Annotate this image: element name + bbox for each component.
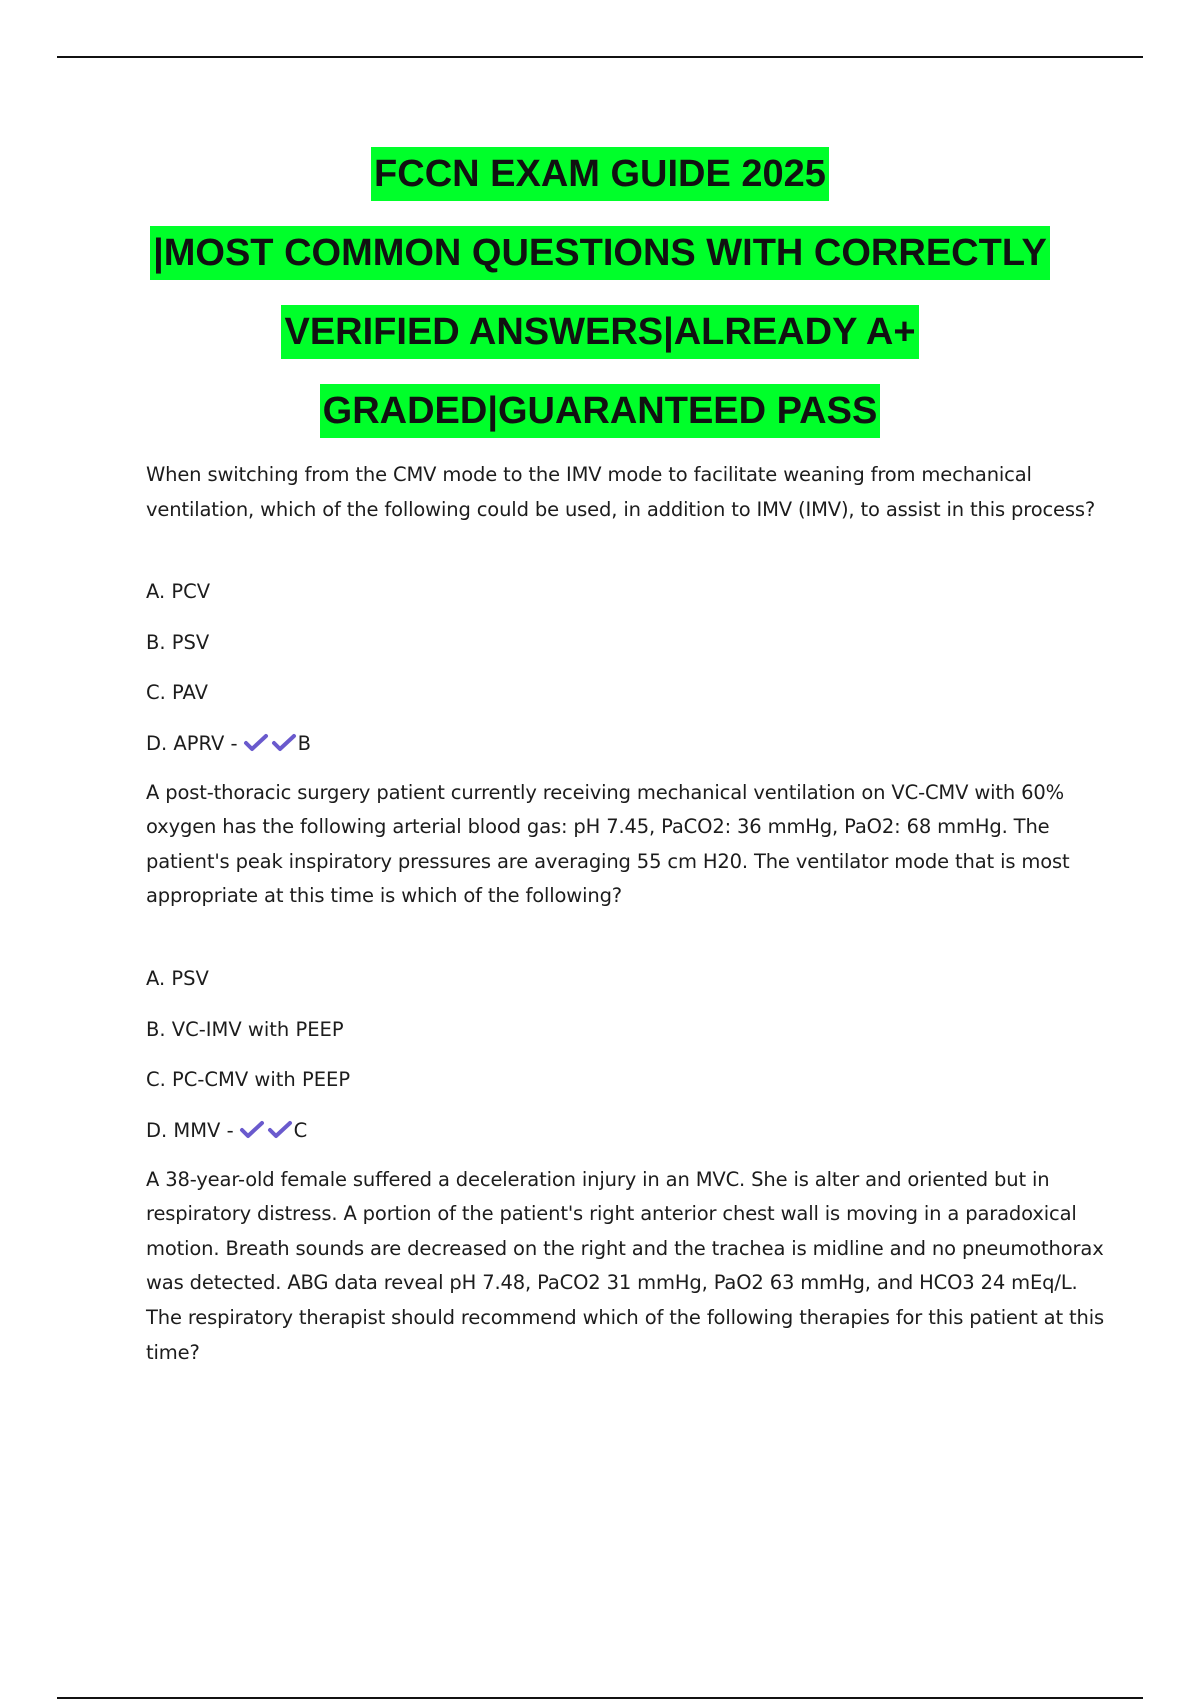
check-mark-icon — [238, 1120, 266, 1140]
bottom-rule — [57, 1697, 1143, 1699]
document-title — [0, 147, 1200, 463]
question-2-text: A post-thoracic surgery patient currently receiving mechanical ventilation on VC-CMV with 60% oxygen has the following arterial blood gas: pH 7.45, PaCO2: 36 mmHg, PaO2: 68 mmHg. The patient's peak inspiratory pressures are averaging 55 cm H20. The ventilator mode that is most appropriate at this time is which of the following? — [146, 780, 1070, 908]
questions-content — [146, 458, 1106, 1370]
title-line-2: |MOST COMMON QUESTIONS WITH CORRECTLY — [0, 226, 1200, 305]
check-mark-icon — [242, 733, 270, 753]
check-mark-icon — [266, 1120, 294, 1140]
question-2-answer: C — [293, 1118, 308, 1142]
question-2-option-d: D. MMV - C — [146, 1118, 308, 1142]
question-2-answer-checks — [238, 1119, 294, 1142]
question-2-option-c: C. PC-CMV with PEEP — [146, 1068, 351, 1092]
check-mark-icon — [270, 733, 298, 753]
question-1-text: When switching from the CMV mode to the IMV mode to facilitate weaning from mechanical ventilation, which of the following could be used, in addition to IMV (IMV), to assist in this process? — [146, 463, 1096, 521]
question-2-option-a: A. PSV — [146, 967, 209, 991]
title-line-1: FCCN EXAM GUIDE 2025 — [0, 147, 1200, 226]
title-line-3: VERIFIED ANSWERS|ALREADY A+ — [0, 305, 1200, 384]
question-1-option-b: B. PSV — [146, 630, 210, 654]
question-1-option-c: C. PAV — [146, 681, 208, 705]
question-3-text: A 38-year-old female suffered a deceleration injury in an MVC. She is alter and oriented but in respiratory distress. A portion of the patient's right anterior chest wall is moving in a paradoxical motion. Breath sounds are decreased on the right and the trachea is midline and no pneumothorax was detected. ABG data reveal pH 7.48, PaCO2 31 mmHg, PaO2 63 mmHg, and HCO3 24 mEq/L. The respiratory therapist should recommend which of the following therapies for this patient at this time? — [146, 1167, 1104, 1364]
question-1-option-d: D. APRV - B — [146, 731, 311, 755]
question-1-answer: B — [297, 731, 311, 755]
question-1-answer-checks — [242, 732, 298, 755]
question-2-option-b: B. VC-IMV with PEEP — [146, 1017, 344, 1041]
question-1-option-a: A. PCV — [146, 580, 211, 604]
title-line-4: GRADED|GUARANTEED PASS — [0, 384, 1200, 463]
top-rule — [57, 56, 1143, 58]
